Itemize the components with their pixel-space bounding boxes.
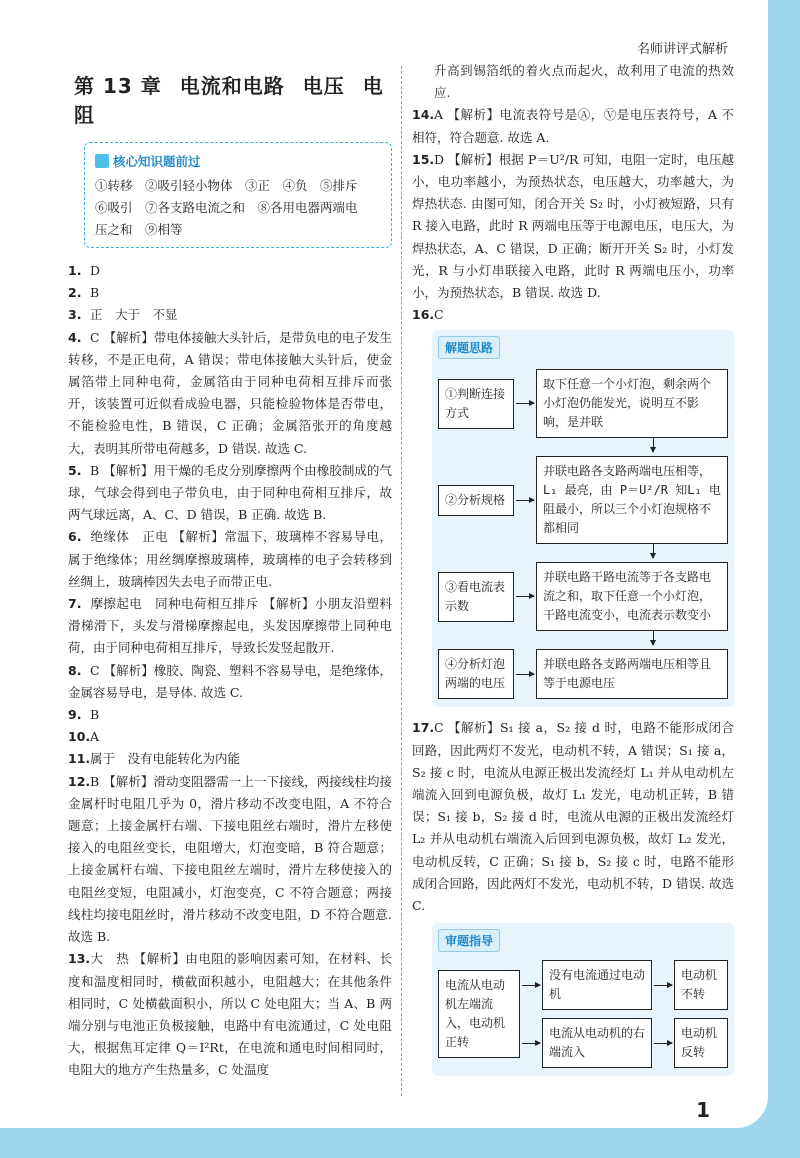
answer-item [68,948,392,1081]
answer-text: B [90,285,100,301]
answer-number: 13. [68,951,91,967]
arrow-right-icon [516,500,534,501]
answer-number: 10. [68,729,91,745]
flow-step-label: ①判断连接方式 [438,379,514,429]
knowledge-box [84,142,392,248]
arrow-down-icon [653,438,654,452]
flow-row [438,562,728,631]
flow17-branch [520,960,728,1010]
answer-item [68,704,392,726]
analysis-flowchart [432,923,734,1076]
solution-flowchart [432,330,734,707]
knowledge-line: ⑥吸引 ⑦各支路电流之和 ⑧各用电器两端电 [95,200,358,215]
answer-number: 4. [68,329,82,345]
flow-step-label: ④分析灯泡两端的电压 [438,649,514,699]
chapter-title [74,70,392,128]
answer-number: 1. [68,263,82,278]
book-icon [95,154,109,168]
answer-number: 11. [68,751,91,767]
arrow-right-icon [516,674,534,675]
knowledge-title [95,151,381,173]
answer-text: 正 大于 不显 [90,307,178,323]
page-number: 1 [696,1098,710,1122]
column-divider [401,66,402,1096]
flow17-left: 电流从电动机左端流入，电动机正转 [438,970,520,1058]
answer-item [68,282,392,304]
answer-number: 12. [68,773,91,789]
arrow-right-icon [522,985,540,986]
arrow-right-icon [522,1043,540,1044]
flow-step-content: 并联电路各支路两端电压相等，L₁ 最亮，由 P＝U²/R 知L₁ 电阻最小，所以三个小灯泡规格不都相同 [536,456,728,544]
chapter-topic-2: 电压 [302,74,345,98]
answer-list-left [68,260,392,1082]
answer-number: 14. [412,107,435,123]
answer-text: D [90,263,101,278]
answer-item [68,526,392,593]
chapter-number: 第 13 章 [74,74,162,98]
flow17-mid: 电流从电动机的右端流入 [542,1018,652,1068]
right-column [412,60,734,1086]
answer-item [68,726,392,748]
answer-item [68,593,392,660]
answer-text: C [434,307,444,323]
answer-item [412,104,734,148]
answer-item [68,660,392,704]
flowchart-tag: 解题思路 [438,336,500,359]
flow-step-label: ②分析规格 [438,485,514,516]
answer-text: 大 热 【解析】由电阻的影响因素可知，在材料、长度和温度相同时，横截面积越小，电阻越大；在其他条件相同时，C 处横截面积小，所以 C 处电阻大；当 A、B 两端分别与电池正负极接触，电路中有电流通过，C 处电阻大，根据焦耳定律 Q＝I²Rt，在电流和通电时间相同时，电阻大的地方产生热量多，C 处温度 [68,951,392,1078]
arrow-down-icon [653,631,654,645]
flowchart-tag: 审题指导 [438,929,500,952]
answer-item [68,748,392,770]
answer-number: 9. [68,707,82,723]
answer-text: C 【解析】带电体接触大头针后，是带负电的电子发生转移，不是正电荷，A 错误；带电体接触大头针后，使金属箔带上同种电荷，金属箔由于同种电荷相互排斥而张开，该装置可近似看成验电器，只能检验物体是否带电，不能检验电性，B 错误，C 正确；金属箔张开的角度越大，表明其所带电荷越多，D 错误. 故选 C. [68,329,392,456]
answer-text: D 【解析】根据 P＝U²/R 可知，电阻一定时，电压越小，电功率越小，为预热状态，电压越大，功率越大，为焊热状态. 由图可知，闭合开关 S₂ 时，小灯被短路，只有 R 接入电路，此时 R 两端电压等于电源电压，电压大，为焊热状态，A、C 错误，D 正确；断开开关 S₂ 时，小灯发光，R 与小灯串联接入电路，此时 R 两端电压小，功率小，为预热状态，B 错误. 故选 D. [412,151,734,301]
answer-item [412,304,734,326]
answer-text: B [90,707,100,723]
answer-item [68,460,392,527]
answer-number: 8. [68,662,82,678]
answer-item [412,149,734,304]
flow-row [438,456,728,544]
flow-step-content: 取下任意一个小灯泡，剩余两个小灯泡仍能发光，说明互不影响，是并联 [536,369,728,438]
flow-step-content: 并联电路干路电流等于各支路电流之和，取下任意一个小灯泡，干路电流变小，电流表示数变小 [536,562,728,631]
arrow-down-icon [653,544,654,558]
answer-text: C 【解析】S₁ 接 a，S₂ 接 d 时，电路不能形成闭合回路，因此两灯不发光，电动机不转，A 错误；S₁ 接 a，S₂ 接 c 时，电流从电源正极出发流经灯 L₁ 并从电动机左端流入回到电源负极，故灯 L₁ 发光，电动机正转，B 错误；S₁ 接 b，S₂ 接 d 时，电流从电源的正极出发流经灯 L₂ 并从电动机右端流入后回到电源负极，故灯 L₂ 发光，电动机反转，C 正确；S₁ 接 b，S₂ 接 c 时，电路不能形成闭合回路，因此两灯不发光，电动机不转，D 错误. 故选 C. [412,720,734,914]
answer-item [68,260,392,282]
flow-row [438,649,728,699]
answer-number: 2. [68,285,82,301]
chapter-topic-1: 电流和电路 [179,74,285,98]
arrow-right-icon [654,985,672,986]
chapter-topic-3: 电阻 [74,74,384,127]
flow17-branches [520,960,728,1068]
flow17-mid: 没有电流通过电动机 [542,960,652,1010]
arrow-right-icon [654,1043,672,1044]
continued-text: 升高到锡箔纸的着火点而起火，故利用了电流的热效应. [434,63,734,101]
answer-item [68,304,392,326]
header-tag: 名师讲评式解析 [636,42,728,57]
flow-row [438,369,728,438]
knowledge-title-text: 核心知识题前过 [113,154,201,169]
answer-number: 7. [68,596,82,612]
flow-step-content: 并联电路各支路两端电压相等且等于电源电压 [536,649,728,699]
answer-number: 6. [68,529,82,545]
answer-number: 16. [412,307,435,323]
answer-number: 3. [68,307,82,323]
flow17-result: 电动机不转 [674,960,728,1010]
answer-number: 5. [68,462,82,478]
answer-number: 17. [412,720,435,736]
flow17-result: 电动机反转 [674,1018,728,1068]
answer-text: 摩擦起电 同种电荷相互排斥 【解析】小朋友沿塑料滑梯滑下，头发与滑梯摩擦起电，头发因摩擦带上同种电荷，由于同种电荷相互排斥，导致长发竖起散开. [68,596,392,656]
answer-text: A 【解析】电流表符号是Ⓐ，Ⓥ是电压表符号，A 不相符，符合题意. 故选 A. [412,107,734,145]
arrow-right-icon [516,596,534,597]
answer-text: C 【解析】橡胶、陶瓷、塑料不容易导电，是绝缘体，金属容易导电，是导体. 故选 C. [68,662,392,700]
answer-text: B 【解析】滑动变阻器需一上一下接线，两接线柱均接金属杆时电阻几乎为 0，滑片移动不改变电阻，A 不符合题意；上接金属杆右端、下接电阻丝右端时，滑片左移使接入的电阻丝变长，电阻增大，灯泡变暗，B 符合题意；上接金属杆右端、下接电阻丝左端时，滑片左移使接入的电阻丝变短，电阻减小，灯泡变亮，C 不符合题意；两接线柱均接电阻丝时，滑片移动不改变电阻，D 不符合题意. 故选 B. [68,773,392,945]
answer-text: A [90,729,100,745]
knowledge-line: 压之和 ⑨相等 [95,222,183,237]
answer-item [68,327,392,460]
answer-text: 属于 没有电能转化为内能 [90,751,241,767]
answer-item [68,771,392,949]
flow-step-label: ③看电流表示数 [438,572,514,622]
knowledge-line: ①转移 ②吸引轻小物体 ③正 ④负 ⑤排斥 [95,178,358,193]
arrow-right-icon [516,403,534,404]
flow17-body [438,960,728,1068]
answer-item [412,717,734,917]
answer-text: B 【解析】用干燥的毛皮分别摩擦两个由橡胶制成的气球，气球会得到电子带负电，由于同种电荷相互排斥，故两气球远离，A、C、D 错误，B 正确. 故选 B. [68,462,392,523]
page-edge [768,0,800,1158]
answer-number: 15. [412,151,435,167]
left-column [68,70,392,1082]
flow17-branch [520,1018,728,1068]
answer-text: 绝缘体 正电 【解析】常温下，玻璃棒不容易导电，属于绝缘体；用丝绸摩擦玻璃棒，玻璃棒的电子会转移到丝绸上，玻璃棒因失去电子而带正电. [68,529,392,589]
